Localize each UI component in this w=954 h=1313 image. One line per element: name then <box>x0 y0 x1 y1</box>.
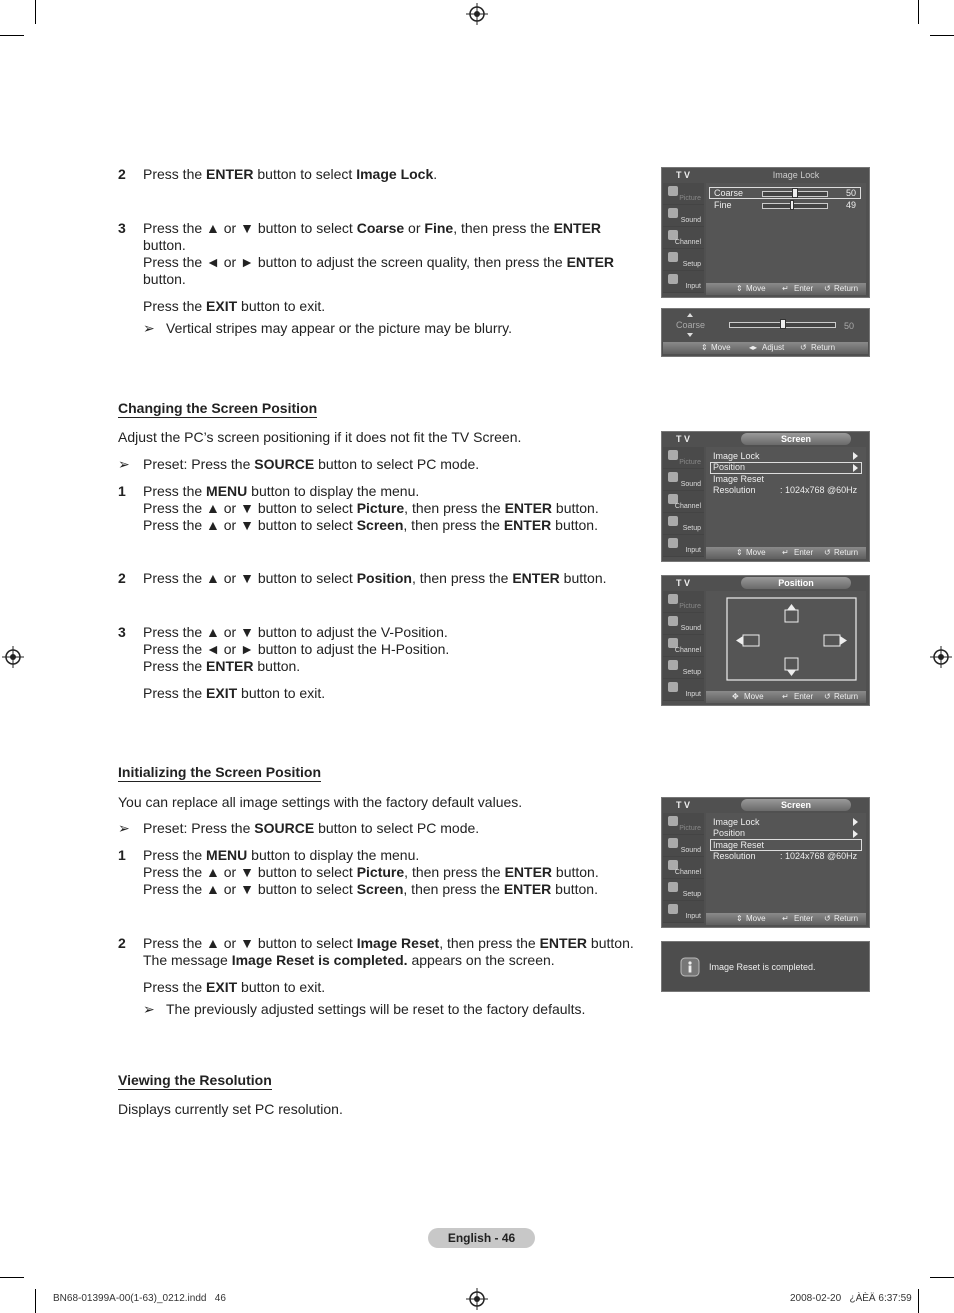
step-text: Press the MENU button to display the menu. <box>143 847 420 863</box>
step-number: 2 <box>118 935 126 951</box>
step-number: 2 <box>118 570 126 586</box>
osd-menu-label: Channel <box>674 239 701 246</box>
intro-text: Adjust the PC’s screen positioning if it does not fit the TV Screen. <box>118 429 522 445</box>
osd-screen-menu <box>661 431 870 562</box>
osd-footer <box>663 342 868 354</box>
osd-menu-channel <box>663 491 704 513</box>
coarse-value: 50 <box>846 188 857 198</box>
osd-menu-label: Setup <box>682 525 701 532</box>
osd-menu-picture <box>663 447 704 469</box>
sound-icon <box>668 208 678 218</box>
osd-menu-label: Setup <box>682 669 701 676</box>
move-icon: ⇕ <box>736 284 743 293</box>
osd-footer <box>706 913 866 925</box>
osd-footer <box>706 283 866 295</box>
move-icon: ⇕ <box>736 548 743 557</box>
crop-mark <box>0 1277 24 1278</box>
osd-menu-picture <box>663 591 704 613</box>
return-icon: ↺ <box>824 914 831 923</box>
input-icon <box>668 904 678 914</box>
picture-icon <box>668 186 678 196</box>
osd-title: Position <box>741 577 851 589</box>
osd-footer <box>706 547 866 559</box>
move-icon: ✥ <box>732 692 739 701</box>
print-footer-left: BN68-01399A-00(1-63)_0212.indd 46 <box>53 1293 226 1304</box>
setup-icon <box>668 882 678 892</box>
sound-icon <box>668 838 678 848</box>
crop-mark <box>0 35 24 36</box>
osd-menu-sound <box>663 469 704 491</box>
osd-menu-label: Setup <box>682 891 701 898</box>
osd-menu-input <box>663 679 704 701</box>
step-text: Press the ENTER button to select Image Lock. <box>143 166 438 182</box>
input-icon <box>668 538 678 548</box>
menu-item-image-reset: Image Reset <box>713 474 765 484</box>
osd-menu-label: Sound <box>680 481 701 488</box>
osd-menu-input <box>663 535 704 557</box>
osd-menu-picture <box>663 183 704 205</box>
enter-icon: ↵ <box>782 284 789 293</box>
osd-menu-label: Channel <box>674 647 701 654</box>
move-icon: ⇕ <box>701 343 708 352</box>
osd-menu-label: Input <box>685 547 701 554</box>
down-arrow-icon <box>687 333 693 337</box>
osd-menu-sound <box>663 835 704 857</box>
osd-content <box>706 813 866 914</box>
step-text: Press the ▲ or ▼ button to adjust the V-Position. <box>143 624 448 640</box>
exit-text: Press the EXIT button to exit. <box>143 685 326 701</box>
osd-tv-label: T V <box>676 578 691 588</box>
osd-sidebar <box>663 447 704 557</box>
up-arrow-icon <box>687 313 693 317</box>
crop-mark <box>35 0 36 24</box>
resolution-value: : 1024x768 @60Hz <box>780 851 858 861</box>
osd-menu-setup <box>663 249 704 271</box>
osd-menu-label: Picture <box>679 195 701 202</box>
osd-image-lock <box>661 167 870 298</box>
crop-mark <box>918 0 919 24</box>
picture-icon <box>668 594 678 604</box>
coarse-bar-knob <box>780 319 786 329</box>
osd-sidebar <box>663 813 704 923</box>
enter-icon: ↵ <box>782 692 789 701</box>
registration-mark-icon <box>466 1288 488 1310</box>
osd-sidebar <box>663 183 704 293</box>
footer-enter: Enter <box>794 914 814 923</box>
adjust-icon: ◂▸ <box>749 343 758 352</box>
osd-title: Screen <box>741 433 851 445</box>
section-heading: Viewing the Resolution <box>118 1072 272 1088</box>
osd-sidebar <box>663 591 704 701</box>
step-text: Press the ▲ or ▼ button to select Picture, then press the ENTER button. <box>143 500 599 516</box>
menu-item-position: Position <box>713 828 746 838</box>
enter-icon: ↵ <box>782 914 789 923</box>
menu-item-image-reset: Image Reset <box>713 840 765 850</box>
print-footer-right: 2008-02-20 ¿ÀÈÄ 6:37:59 <box>790 1293 912 1304</box>
position-frame-icon <box>706 591 866 692</box>
osd-menu-label: Channel <box>674 503 701 510</box>
osd-content <box>706 183 866 284</box>
step-text: Press the ▲ or ▼ button to select Position, then press the ENTER button. <box>143 570 607 586</box>
osd-tv-label: T V <box>676 170 691 180</box>
reset-message-text: Image Reset is completed. <box>709 962 816 972</box>
menu-item-image-lock: Image Lock <box>713 817 760 827</box>
picture-icon <box>668 450 678 460</box>
osd-title: Screen <box>741 799 851 811</box>
footer-enter: Enter <box>794 548 814 557</box>
osd-menu-sound <box>663 613 704 635</box>
crop-mark <box>930 35 954 36</box>
step-number: 3 <box>118 220 126 236</box>
osd-menu-setup <box>663 879 704 901</box>
step-text: Press the ▲ or ▼ button to select Image Reset, then press the ENTER button. <box>143 935 634 951</box>
note-arrow-icon: ➢ <box>118 456 130 472</box>
coarse-bar-label: Coarse <box>676 320 706 330</box>
osd-menu-label: Input <box>685 283 701 290</box>
footer-move: Move <box>746 548 766 557</box>
osd-menu-label: Input <box>685 691 701 698</box>
osd-menu-channel <box>663 227 704 249</box>
step-text: Press the ENTER button. <box>143 658 301 674</box>
registration-mark-icon <box>2 646 24 668</box>
fine-value: 49 <box>846 200 857 210</box>
osd-content <box>706 591 866 692</box>
step-text: Press the ▲ or ▼ button to select Coarse or Fine, then press the ENTER <box>143 220 602 236</box>
exit-text: Press the EXIT button to exit. <box>143 298 326 314</box>
footer-return: Return <box>834 548 859 557</box>
note-text: The previously adjusted settings will be reset to the factory defaults. <box>166 1001 586 1017</box>
osd-menu-label: Setup <box>682 261 701 268</box>
osd-menu-input <box>663 271 704 293</box>
note-arrow-icon: ➢ <box>143 1001 155 1017</box>
sound-icon <box>668 472 678 482</box>
coarse-label: Coarse <box>714 188 744 198</box>
step-text: Press the ◄ or ► button to adjust the H-Position. <box>143 641 450 657</box>
osd-menu-channel <box>663 635 704 657</box>
osd-title: Image Lock <box>772 170 820 180</box>
return-icon: ↺ <box>800 343 807 352</box>
osd-menu-label: Picture <box>679 603 701 610</box>
setup-icon <box>668 252 678 262</box>
enter-icon: ↵ <box>782 548 789 557</box>
osd-coarse-bar <box>661 308 870 357</box>
step-number: 1 <box>118 483 126 499</box>
footer-adjust: Adjust <box>762 343 785 352</box>
chevron-right-icon <box>853 818 858 826</box>
preset-text: Preset: Press the SOURCE button to select PC mode. <box>143 820 480 836</box>
step-number: 2 <box>118 166 126 182</box>
step-text: Press the MENU button to display the menu. <box>143 483 420 499</box>
page-number: English - 46 <box>428 1228 535 1248</box>
input-icon <box>668 274 678 284</box>
osd-reset-message <box>661 941 870 992</box>
picture-icon <box>668 816 678 826</box>
section-heading: Initializing the Screen Position <box>118 764 322 780</box>
step-text: Press the ▲ or ▼ button to select Screen, then press the ENTER button. <box>143 881 598 897</box>
osd-menu-setup <box>663 513 704 535</box>
menu-item-image-lock: Image Lock <box>713 451 760 461</box>
step-text: button. <box>143 271 186 287</box>
step-number: 1 <box>118 847 126 863</box>
chevron-right-icon <box>853 452 858 460</box>
osd-menu-label: Picture <box>679 459 701 466</box>
step-text: The message Image Reset is completed. appears on the screen. <box>143 952 555 968</box>
osd-menu-label: Sound <box>680 217 701 224</box>
input-icon <box>668 682 678 692</box>
footer-return: Return <box>834 284 859 293</box>
return-icon: ↺ <box>824 692 831 701</box>
osd-menu-label: Sound <box>680 625 701 632</box>
osd-tv-label: T V <box>676 434 691 444</box>
exit-text: Press the EXIT button to exit. <box>143 979 326 995</box>
footer-move: Move <box>746 284 766 293</box>
menu-item-position: Position <box>713 462 746 472</box>
step-number: 3 <box>118 624 126 640</box>
menu-item-resolution: Resolution <box>713 851 756 861</box>
step-text: Press the ▲ or ▼ button to select Picture, then press the ENTER button. <box>143 864 599 880</box>
fine-label: Fine <box>714 200 732 210</box>
osd-screen-menu-reset <box>661 797 870 928</box>
footer-enter: Enter <box>794 692 814 701</box>
crop-mark <box>35 1289 36 1313</box>
resolution-value: : 1024x768 @60Hz <box>780 485 858 495</box>
step-text: Press the ▲ or ▼ button to select Screen, then press the ENTER button. <box>143 517 598 533</box>
osd-menu-label: Input <box>685 913 701 920</box>
osd-menu-label: Channel <box>674 869 701 876</box>
return-icon: ↺ <box>824 548 831 557</box>
coarse-knob <box>792 188 798 198</box>
move-icon: ⇕ <box>736 914 743 923</box>
chevron-right-icon <box>853 830 858 838</box>
footer-enter: Enter <box>794 284 814 293</box>
note-arrow-icon: ➢ <box>143 320 155 336</box>
setup-icon <box>668 660 678 670</box>
registration-mark-icon <box>466 3 488 25</box>
footer-move: Move <box>711 343 731 352</box>
chevron-right-icon <box>853 464 858 472</box>
fine-slider <box>762 203 828 209</box>
osd-menu-label: Picture <box>679 825 701 832</box>
osd-position <box>661 575 870 706</box>
osd-footer <box>706 691 866 703</box>
crop-mark <box>918 1289 919 1313</box>
footer-move: Move <box>744 692 764 701</box>
osd-menu-sound <box>663 205 704 227</box>
osd-menu-setup <box>663 657 704 679</box>
footer-move: Move <box>746 914 766 923</box>
footer-return: Return <box>834 692 859 701</box>
crop-mark <box>930 1277 954 1278</box>
section-heading: Changing the Screen Position <box>118 400 318 416</box>
osd-menu-picture <box>663 813 704 835</box>
registration-mark-icon <box>930 646 952 668</box>
osd-content <box>706 447 866 548</box>
preset-text: Preset: Press the SOURCE button to select PC mode. <box>143 456 480 472</box>
step-text: Press the ◄ or ► button to adjust the screen quality, then press the ENTER <box>143 254 615 270</box>
return-icon: ↺ <box>824 284 831 293</box>
intro-text: You can replace all image settings with the factory default values. <box>118 794 523 810</box>
intro-text: Displays currently set PC resolution. <box>118 1101 343 1117</box>
footer-return: Return <box>834 914 859 923</box>
osd-menu-input <box>663 901 704 923</box>
coarse-bar-value: 50 <box>844 321 855 331</box>
menu-item-resolution: Resolution <box>713 485 756 495</box>
step-text: button. <box>143 237 186 253</box>
note-text: Vertical stripes may appear or the picture may be blurry. <box>166 320 513 336</box>
fine-knob <box>790 200 794 210</box>
sound-icon <box>668 616 678 626</box>
info-icon <box>680 957 700 977</box>
note-arrow-icon: ➢ <box>118 820 130 836</box>
footer-return: Return <box>811 343 836 352</box>
setup-icon <box>668 516 678 526</box>
osd-menu-channel <box>663 857 704 879</box>
osd-menu-label: Sound <box>680 847 701 854</box>
osd-tv-label: T V <box>676 800 691 810</box>
